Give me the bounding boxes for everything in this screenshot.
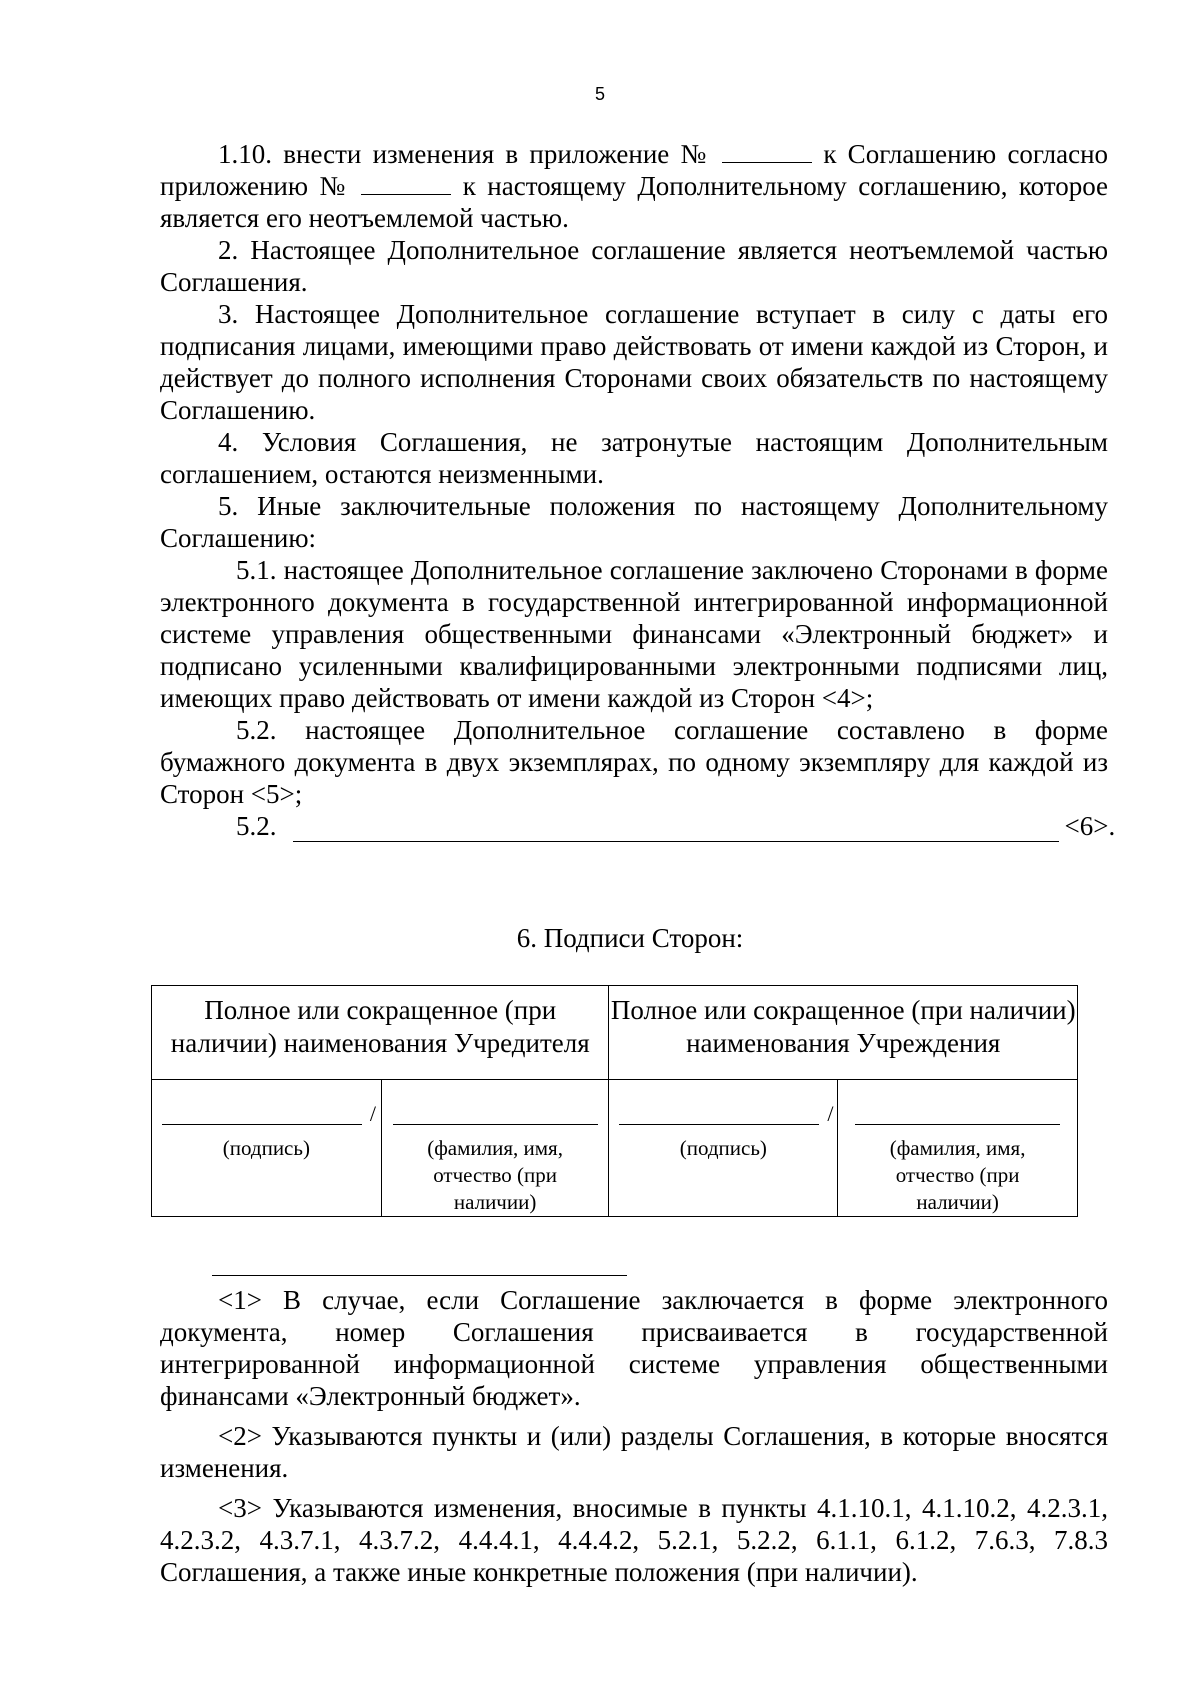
clause-5-2-blank <box>293 817 1059 842</box>
founder-name-caption: (фамилия, имя, отчество (при наличии) <box>427 1136 563 1214</box>
clause-3: 3. Настоящее Дополнительное соглашение вступает в силу с даты его подписания лицами, имеющими право действовать от имени каждой из Сторон, и действует до полного исполнения Сторонами своих обязательств по настоящему Соглашению. <box>160 299 1108 425</box>
clause-5: 5. Иные заключительные положения по настоящему Дополнительному Соглашению: <box>160 491 1108 553</box>
founder-slash: / <box>369 1101 376 1126</box>
institution-signature-cell <box>609 1080 838 1217</box>
founder-signature-caption: (подпись) <box>222 1136 310 1160</box>
clause-1-10-part-c: к настоящему Дополнительному соглашению, которое является его неотъемлемой частью. <box>160 171 1109 233</box>
appendix-number-blank <box>722 140 812 163</box>
institution-name-line <box>855 1104 1060 1125</box>
clause-1-10-part-b: к Соглашению согласно приложению № <box>160 139 1109 201</box>
clause-2: 2. Настоящее Дополнительное соглашение является неотъемлемой частью Соглашения. <box>160 235 1108 297</box>
clause-1-10-part-a: 1.10. внести изменения в приложение № <box>218 139 711 169</box>
signatures-table <box>151 985 1078 1217</box>
footnote-separator <box>212 1275 627 1276</box>
footnote-1: <1> В случае, если Соглашение заключается в форме электронного документа, номер Соглашения присваивается в государственной интегрированной информационной системе управления общественными финансами «Электронный бюджет». <box>160 1285 1108 1411</box>
institution-signature-line <box>619 1101 834 1126</box>
institution-name-header: Полное или сокращенное (при наличии) наименования Учреждения <box>609 986 1078 1080</box>
clause-4: 4. Условия Соглашения, не затронутые настоящим Дополнительным соглашением, остаются неизменными. <box>160 427 1108 489</box>
agreement-body <box>160 138 1116 842</box>
founder-name-header: Полное или сокращенное (при наличии) наименования Учредителя <box>152 986 609 1080</box>
institution-name-caption: (фамилия, имя, отчество (при наличии) <box>889 1136 1026 1214</box>
clause-1-10 <box>160 138 1108 234</box>
clause-5-2: 5.2. настоящее Дополнительное соглашение составлено в форме бумажного документа в двух экземплярах, по одному экземпляру для каждой из Сторон <5>; <box>160 715 1108 809</box>
footnotes <box>160 1284 1108 1596</box>
footnote-3: <3> Указываются изменения, вносимые в пункты 4.1.10.1, 4.1.10.2, 4.2.3.1, 4.2.3.2, 4.3.7.1, 4.3.7.2, 4.4.4.1, 4.4.4.2, 5.2.1, 5.2.2, 6.1.1, 6.1.2, 7.6.3, 7.8.3 Соглашения, а также иные конкретные положения (при наличии). <box>160 1493 1108 1587</box>
page-number: 5 <box>594 84 605 104</box>
founder-signature-cell <box>152 1080 382 1217</box>
clause-5-2-footnote-ref: <6>. <box>1064 811 1116 841</box>
institution-name-cell <box>838 1080 1078 1217</box>
institution-slash: / <box>827 1101 834 1126</box>
institution-signature-caption: (подпись) <box>679 1136 767 1160</box>
founder-name-line <box>393 1104 598 1125</box>
footnote-2: <2> Указываются пункты и (или) разделы Соглашения, в которые вносятся изменения. <box>160 1421 1108 1483</box>
clause-5-2-number: 5.2. <box>236 811 277 841</box>
clause-5-1: 5.1. настоящее Дополнительное соглашение заключено Сторонами в форме электронного документа в государственной интегрированной информационной системе управления общественными финансами «Электронный бюджет» и подписано усиленными квалифицированными электронными подписями лиц, имеющих право действовать от имени каждой из Сторон <4>; <box>160 555 1108 713</box>
founder-signature-line <box>162 1101 376 1126</box>
signatures-heading: 6. Подписи Сторон: <box>516 923 744 953</box>
founder-name-cell <box>381 1080 609 1217</box>
supplement-appendix-number-blank <box>361 172 451 195</box>
clause-5-2-blank-line <box>160 810 1116 842</box>
